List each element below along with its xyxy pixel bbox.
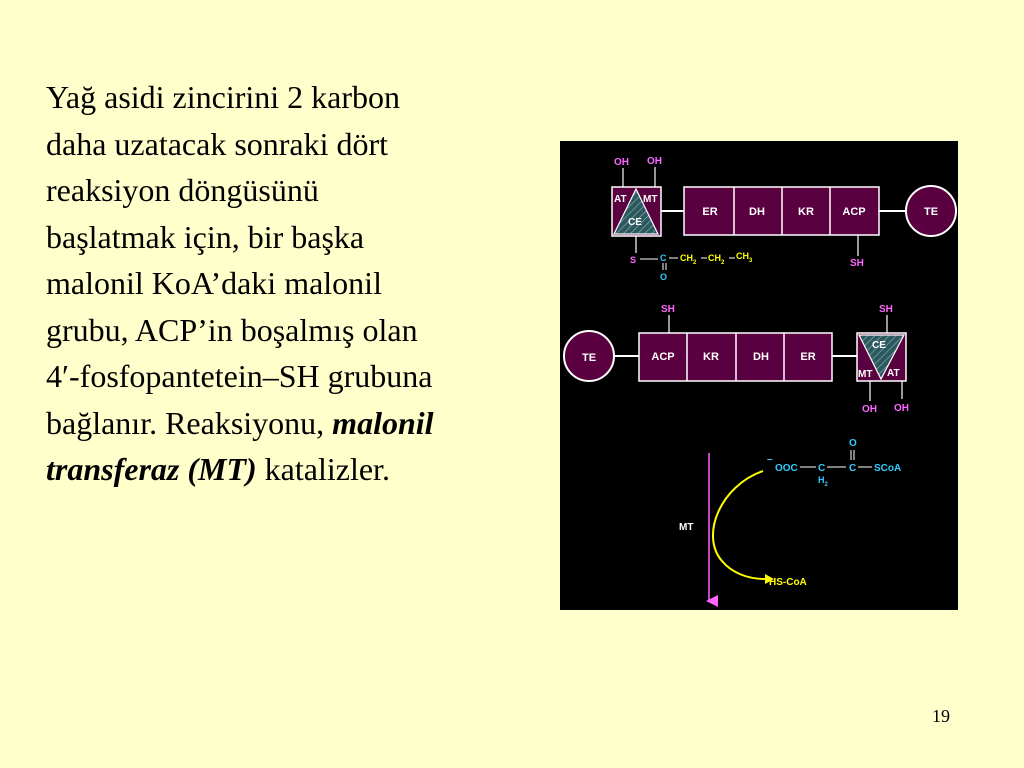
diagram-svg	[560, 141, 958, 610]
bottom-oh-2: OH	[894, 403, 909, 414]
reaction-hscoa: HS-CoA	[769, 577, 807, 588]
reaction-scoa: SCoA	[874, 463, 902, 474]
top-ce-label: CE	[628, 217, 642, 228]
bottom-oh-1: OH	[862, 404, 877, 415]
curved-arrow	[713, 471, 765, 579]
top-te-label: TE	[923, 206, 939, 218]
fatty-acid-synthase-diagram	[560, 141, 958, 610]
top-at-label: AT	[614, 194, 627, 205]
top-domain-acp: ACP	[842, 206, 866, 218]
chain-ch3: $CH_3$	[736, 251, 753, 264]
bottom-domain-er: ER	[800, 351, 816, 363]
top-domain-dh: DH	[749, 206, 765, 218]
reaction-minus: –	[767, 454, 773, 465]
chain-c: C	[660, 253, 667, 263]
bottom-mt-label: MT	[858, 369, 873, 380]
bottom-domain-kr: KR	[703, 351, 719, 363]
para-emphasis: malonil transferaz (MT)	[46, 404, 434, 487]
chain-s: S	[630, 255, 637, 265]
top-sh-label: SH	[850, 258, 864, 269]
reaction-c2: C	[849, 463, 857, 474]
para-text-2: katalizler.	[256, 451, 390, 487]
top-oh-2: OH	[647, 156, 662, 167]
bottom-sh-right: SH	[879, 304, 893, 315]
reaction-ooc: OOC	[775, 463, 798, 474]
bottom-sh-left: SH	[661, 304, 675, 315]
reaction-mt-label: MT	[679, 522, 694, 533]
top-complex	[612, 156, 956, 282]
chain-ch2-b: $CH_2$	[708, 253, 725, 266]
bottom-ce-label: CE	[872, 340, 886, 351]
page-number: 19	[932, 706, 950, 726]
chain-ch2-a: $CH_2$	[680, 253, 697, 266]
reaction-c1: C	[818, 463, 826, 474]
reaction-h2: $H_2$	[818, 475, 828, 488]
bottom-domain-acp: ACP	[651, 351, 675, 363]
chain-o: O	[660, 272, 668, 282]
top-domain-kr: KR	[798, 206, 814, 218]
para-text-1: Yağ asidi zincirini 2 karbon daha uzatacak sonraki dört reaksiyon döngüsünü başlatmak için, bir başka malonil KoA’daki malonil grubu, ACP’in boşalmış olan 4′-fosfopantetein–SH grubuna bağlanır. Reaksiyonu,	[46, 79, 433, 441]
top-mt-label: MT	[643, 194, 658, 205]
bottom-domain-dh: DH	[753, 351, 769, 363]
bottom-complex	[564, 304, 909, 415]
reaction-o: O	[849, 438, 857, 449]
bottom-at-label: AT	[887, 368, 900, 379]
body-paragraph	[46, 74, 436, 493]
top-domain-er: ER	[702, 206, 718, 218]
malonyl-transfer-reaction	[679, 438, 901, 601]
top-oh-1: OH	[614, 157, 629, 168]
bottom-te-label: TE	[581, 352, 597, 364]
